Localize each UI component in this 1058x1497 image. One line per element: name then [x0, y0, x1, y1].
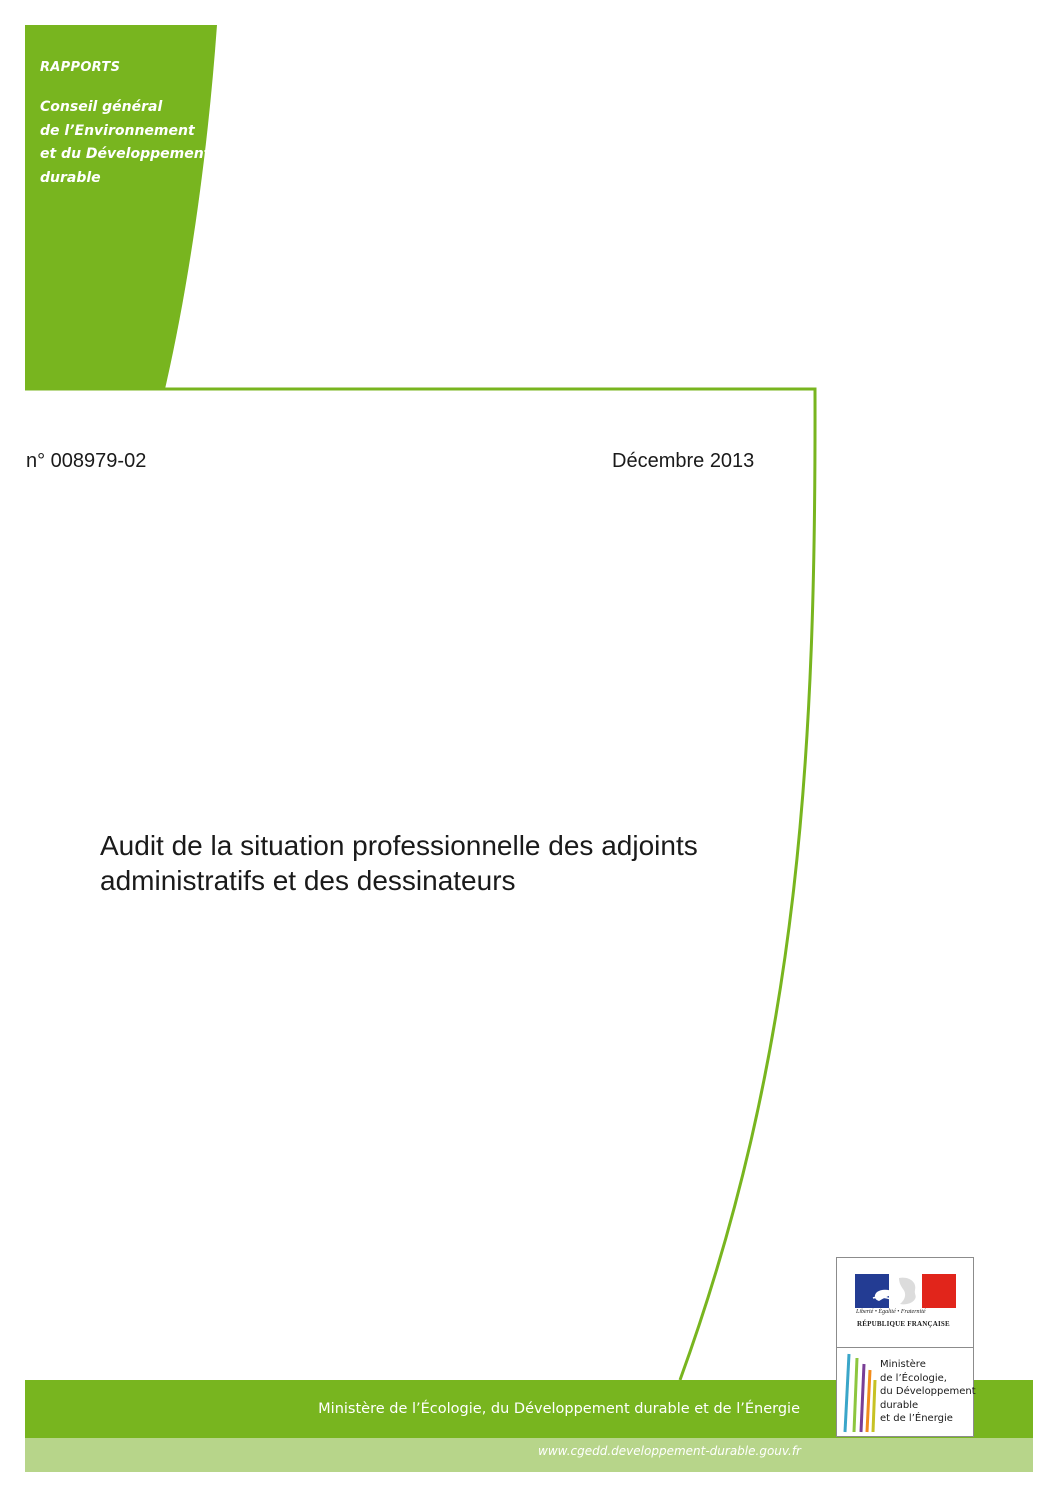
document-title-line: Audit de la situation professionnelle des adjoints — [100, 830, 698, 861]
logo-ministry-line: Ministère — [880, 1359, 926, 1370]
council-name-line: durable — [40, 169, 101, 186]
series-label: RAPPORTS — [40, 60, 121, 75]
document-title-line: administratifs et des dessinateurs — [100, 865, 516, 896]
logo-ministry-line: du Développement — [880, 1386, 976, 1397]
french-flag-marianne-logo — [855, 1274, 956, 1308]
header-green-panel — [25, 25, 217, 389]
report-number: n° 008979-02 — [26, 450, 147, 472]
republic-name: RÉPUBLIQUE FRANÇAISE — [857, 1320, 950, 1328]
ministry-color-strokes-icon — [840, 1350, 878, 1435]
logo-ministry-line: de l’Écologie, — [880, 1372, 947, 1384]
document-title — [100, 828, 698, 898]
footer-ministry-name: Ministère de l’Écologie, du Développement durable et de l’Énergie — [318, 1401, 800, 1417]
republic-motto: Liberté • Égalité • Fraternité — [856, 1309, 926, 1315]
logo-ministry-line: et de l’Énergie — [880, 1413, 953, 1424]
council-name-line: et du Développement — [40, 146, 211, 162]
footer-band-light — [25, 1438, 1033, 1472]
council-name — [40, 96, 210, 190]
logo-ministry-line: durable — [880, 1399, 919, 1411]
report-date: Décembre 2013 — [612, 450, 755, 472]
footer-website: www.cgedd.developpement-durable.gouv.fr — [538, 1444, 801, 1458]
logo-divider — [836, 1347, 974, 1348]
logo-ministry-name — [880, 1358, 976, 1426]
council-name-line: Conseil général — [40, 99, 163, 115]
council-name-line: de l’Environnement — [40, 122, 195, 139]
